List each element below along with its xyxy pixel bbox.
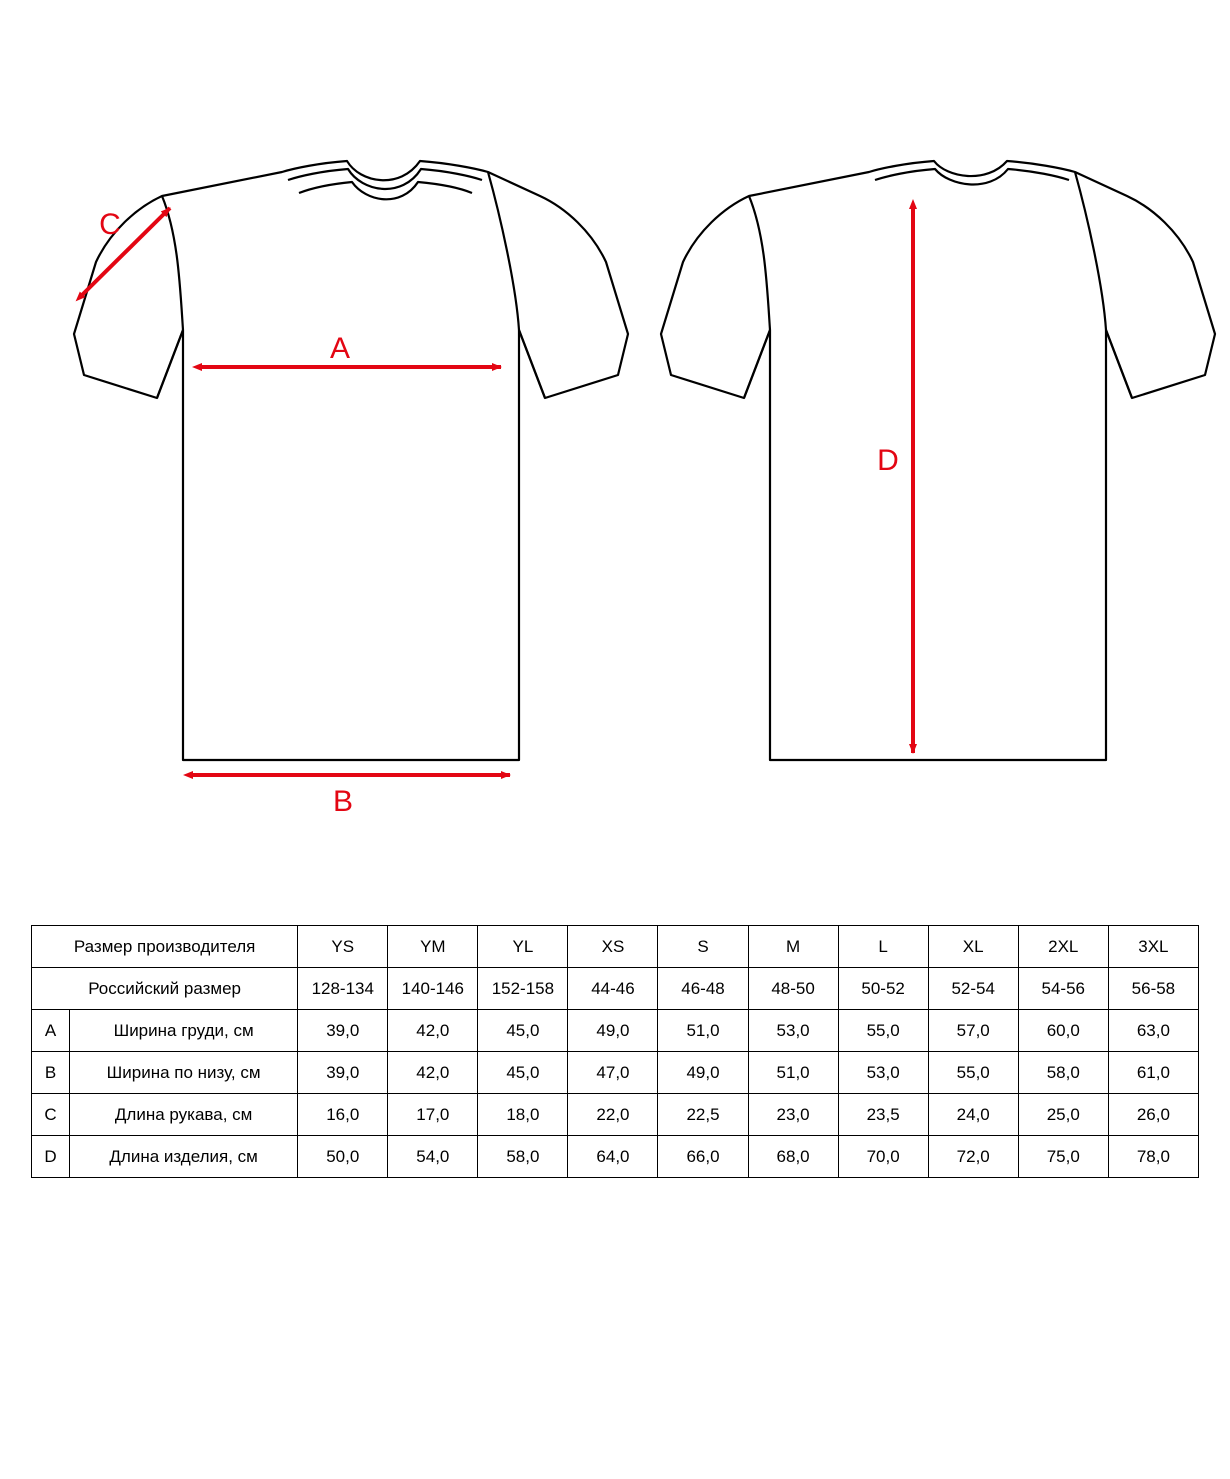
russian-size-cell: 44-46: [568, 968, 658, 1010]
table-header-row-label: Размер производителя: [32, 926, 298, 968]
russian-size-cell: 128-134: [298, 968, 388, 1010]
dimension-arrow-d: [877, 208, 913, 753]
size-column-header: XS: [568, 926, 658, 968]
measure-value: 25,0: [1018, 1094, 1108, 1136]
measure-value: 57,0: [928, 1010, 1018, 1052]
table-header-row: [32, 926, 1199, 968]
size-column-header: S: [658, 926, 748, 968]
russian-size-cell: 48-50: [748, 968, 838, 1010]
table-header-row-label: Российский размер: [32, 968, 298, 1010]
size-column-header: M: [748, 926, 838, 968]
measure-value: 49,0: [568, 1010, 658, 1052]
size-column-header: XL: [928, 926, 1018, 968]
measure-value: 24,0: [928, 1094, 1018, 1136]
measure-value: 23,0: [748, 1094, 838, 1136]
size-column-header: 2XL: [1018, 926, 1108, 968]
russian-size-cell: 56-58: [1108, 968, 1198, 1010]
measure-value: 18,0: [478, 1094, 568, 1136]
measure-value: 49,0: [658, 1052, 748, 1094]
measure-letter: B: [32, 1052, 70, 1094]
dimension-label-c: C: [99, 208, 121, 241]
size-table: [31, 925, 1199, 1178]
measure-value: 53,0: [748, 1010, 838, 1052]
measure-value: 64,0: [568, 1136, 658, 1178]
measure-value: 51,0: [658, 1010, 748, 1052]
dimension-label-b: B: [332, 785, 354, 818]
measure-name: Ширина по низу, см: [70, 1052, 298, 1094]
measure-value: 55,0: [928, 1052, 1018, 1094]
dimension-arrow-b: [192, 775, 510, 818]
size-column-header: YM: [388, 926, 478, 968]
measure-value: 72,0: [928, 1136, 1018, 1178]
table-row: [32, 1136, 1199, 1178]
russian-size-cell: 152-158: [478, 968, 568, 1010]
measure-value: 63,0: [1108, 1010, 1198, 1052]
measure-value: 42,0: [388, 1052, 478, 1094]
measure-name: Длина рукава, см: [70, 1094, 298, 1136]
size-column-header: L: [838, 926, 928, 968]
measure-value: 61,0: [1108, 1052, 1198, 1094]
dimension-arrow-a: [201, 332, 501, 367]
size-column-header: 3XL: [1108, 926, 1198, 968]
t-shirt-back-view: [661, 161, 1215, 760]
measure-value: 42,0: [388, 1010, 478, 1052]
russian-size-cell: 140-146: [388, 968, 478, 1010]
measure-value: 17,0: [388, 1094, 478, 1136]
measure-value: 22,5: [658, 1094, 748, 1136]
measure-value: 23,5: [838, 1094, 928, 1136]
measure-value: 22,0: [568, 1094, 658, 1136]
t-shirt-front-view: [74, 161, 628, 760]
measure-letter: D: [32, 1136, 70, 1178]
measure-value: 78,0: [1108, 1136, 1198, 1178]
size-table-container: [31, 925, 1199, 1178]
dimension-label-d: D: [877, 444, 899, 477]
measure-value: 58,0: [1018, 1052, 1108, 1094]
measure-name: Ширина груди, см: [70, 1010, 298, 1052]
measure-value: 45,0: [478, 1052, 568, 1094]
russian-size-cell: 50-52: [838, 968, 928, 1010]
measure-value: 66,0: [658, 1136, 748, 1178]
measure-value: 55,0: [838, 1010, 928, 1052]
measure-value: 45,0: [478, 1010, 568, 1052]
measure-value: 50,0: [298, 1136, 388, 1178]
table-row: [32, 1094, 1199, 1136]
dimension-label-a: A: [329, 332, 351, 365]
size-column-header: YL: [478, 926, 568, 968]
russian-size-cell: 46-48: [658, 968, 748, 1010]
measure-value: 16,0: [298, 1094, 388, 1136]
measure-value: 53,0: [838, 1052, 928, 1094]
measure-value: 68,0: [748, 1136, 838, 1178]
measure-letter: C: [32, 1094, 70, 1136]
measure-value: 51,0: [748, 1052, 838, 1094]
table-row: [32, 1010, 1199, 1052]
measure-name: Длина изделия, см: [70, 1136, 298, 1178]
russian-size-cell: 54-56: [1018, 968, 1108, 1010]
measure-value: 54,0: [388, 1136, 478, 1178]
measure-value: 39,0: [298, 1052, 388, 1094]
measure-value: 58,0: [478, 1136, 568, 1178]
measure-value: 75,0: [1018, 1136, 1108, 1178]
russian-size-cell: 52-54: [928, 968, 1018, 1010]
table-header-row: [32, 968, 1199, 1010]
table-row: [32, 1052, 1199, 1094]
measure-value: 39,0: [298, 1010, 388, 1052]
measure-value: 60,0: [1018, 1010, 1108, 1052]
measure-letter: A: [32, 1010, 70, 1052]
measure-value: 47,0: [568, 1052, 658, 1094]
measure-value: 70,0: [838, 1136, 928, 1178]
size-column-header: YS: [298, 926, 388, 968]
measure-value: 26,0: [1108, 1094, 1198, 1136]
